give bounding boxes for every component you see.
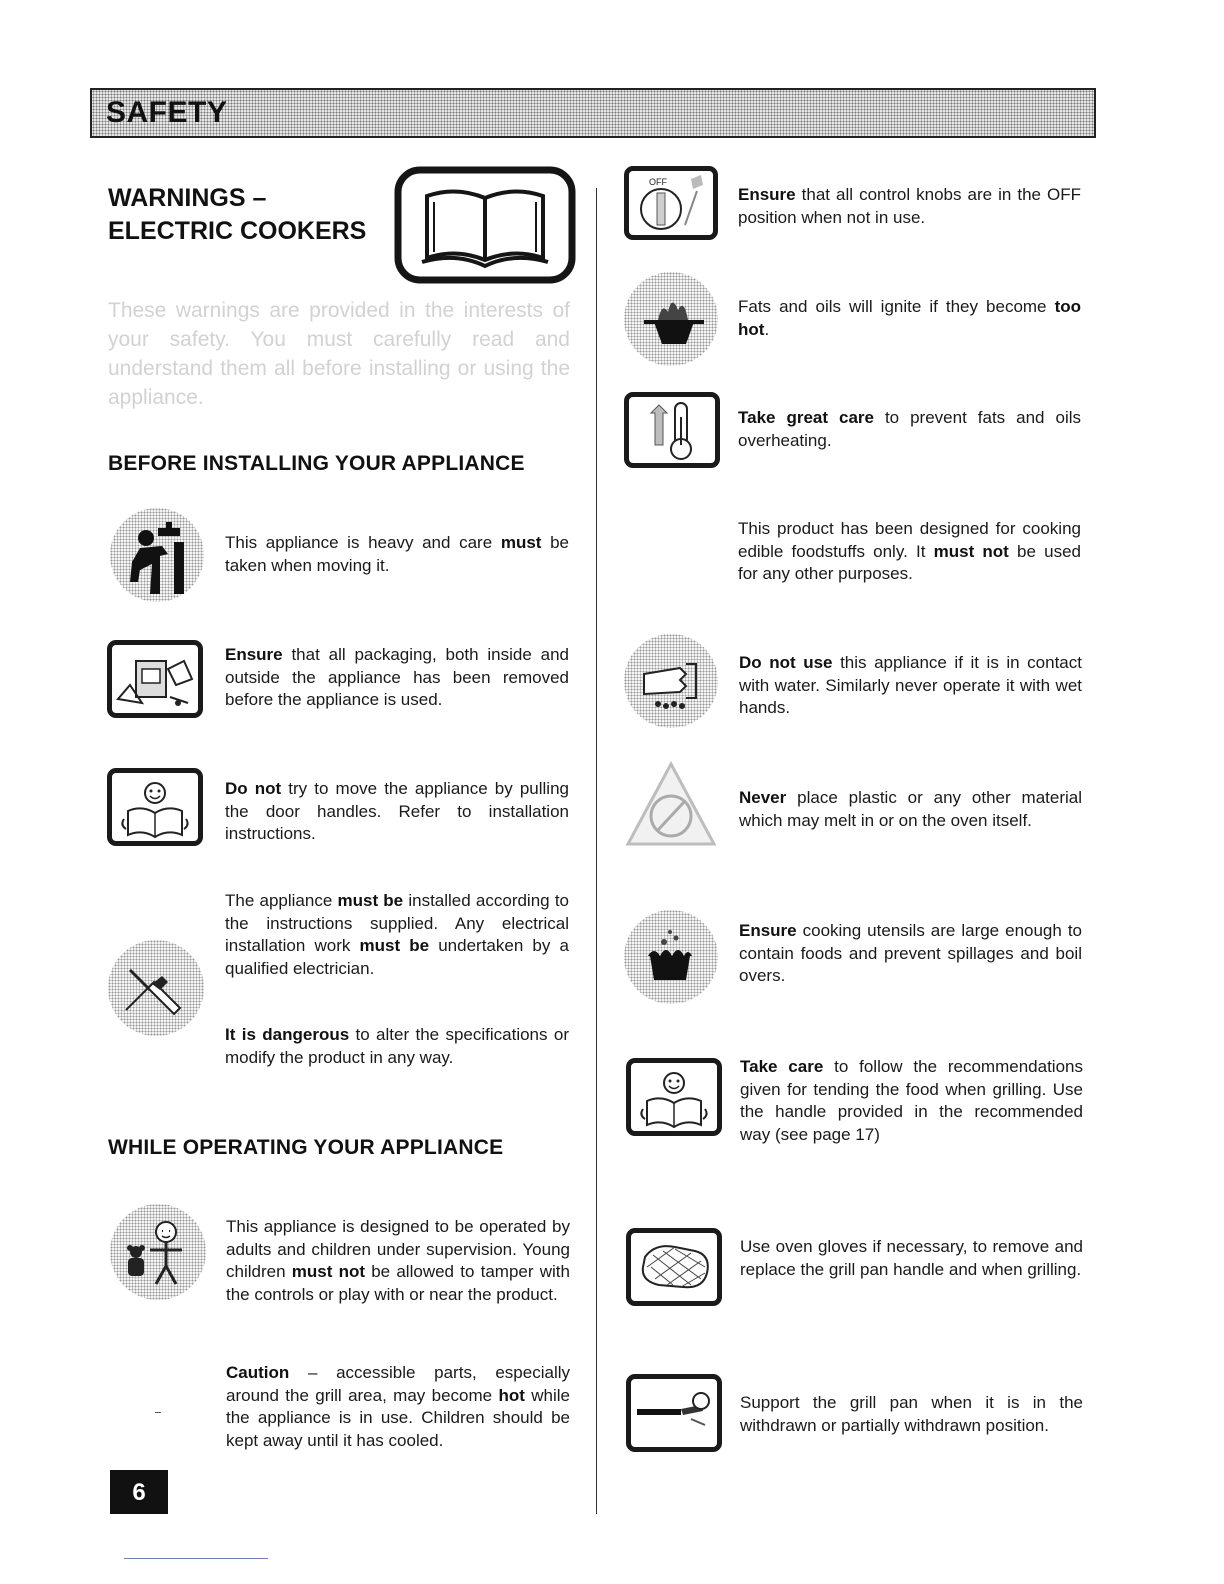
body-text: be taken when moving it. [225,533,570,575]
read-manual-icon [107,768,203,846]
warning-text [738,407,1081,452]
warning-text [738,518,1081,586]
no-plastic-icon [622,758,720,850]
body-text: Use oven gloves if necessary, to remove and replace the grill pan handle and when grilling. [740,1237,1083,1279]
emphasis-text: must not [933,541,1009,561]
warning-text [225,644,569,712]
emphasis-text: Caution [226,1363,290,1382]
page-heading-line1: WARNINGS – [108,184,267,212]
body-text: – accessible parts, especially around the grill area, may become [226,1363,570,1405]
page-heading [108,182,366,248]
section-title: SAFETY [106,96,228,129]
warning-text [739,920,1082,988]
warning-text [739,652,1082,720]
body-text: be used for any other purposes. [738,541,1081,583]
body-text: place plastic or any other material which may melt in or on the oven itself. [739,788,1082,830]
warning-text [740,1056,1083,1146]
emphasis-text: must [500,533,542,552]
body-text: to alter the specifications or modify the product in any way. [225,1025,569,1067]
body-text: installed according to the instructions supplied. Any electrical installation work [225,891,569,955]
body-text: . [764,319,770,339]
page-heading-line2: ELECTRIC COOKERS [108,217,367,245]
body-text: This appliance is heavy and care [225,533,501,552]
emphasis-text: Ensure [739,921,797,940]
body-text: Support the grill pan when it is in the withdrawn or partially withdrawn position. [740,1393,1083,1435]
person-lifting-icon [110,508,204,602]
thermometer-icon [624,392,720,468]
off-knob-label: OFF [649,177,667,187]
intro-text: These warnings are provided in the interests of your safety. You must carefully read and understand them all before installing or using the appliance. [108,299,570,409]
emphasis-text: hot [498,1385,525,1405]
body-text: This product has been designed for cooking edible foodstuffs only. It [738,519,1081,561]
warning-text [740,1392,1083,1437]
column-divider [596,188,597,1514]
warning-text [738,296,1081,341]
packaging-icon [107,640,203,718]
emphasis-text: It is dangerous [225,1025,350,1044]
page-number: 6 [110,1470,168,1514]
body-text: undertaken by a qualified electrician. [225,936,569,978]
warning-text [740,1236,1083,1281]
footer-rule [124,1558,268,1559]
screwdriver-icon [108,940,204,1036]
pan-fire-icon [624,272,718,366]
emphasis-text: must be [359,936,430,955]
warning-text [739,787,1082,832]
warning-text [225,532,569,577]
warning-text [225,890,569,980]
section-heading-before-installing: BEFORE INSTALLING YOUR APPLIANCE [108,452,525,475]
body-text: cooking utensils are large enough to contain foods and prevent spillages and boil overs. [739,921,1082,985]
wet-hands-icon [624,634,718,728]
header-banner [90,88,1096,138]
emphasis-text: Take care [740,1057,824,1076]
body-text: that all control knobs are in the OFF position when not in use. [738,185,1081,227]
warning-text [738,184,1081,229]
emphasis-text: too hot [738,297,1081,339]
body-text: The appliance [225,891,338,910]
grill-pan-icon [626,1374,722,1452]
warning-text [225,778,569,846]
body-text: Fats and oils will ignite if they become [738,297,1055,316]
off-knob-icon [624,166,718,240]
emphasis-text: Ensure [738,185,796,204]
body-text: This appliance is designed to be operated by adults and children under supervision. Young children [226,1217,570,1281]
body-text: this appliance if it is in contact with water. Similarly never operate it with wet hands. [739,653,1082,717]
emphasis-text: Do not [225,779,282,798]
emphasis-text: Never [739,788,787,807]
emphasis-text: must not [291,1262,366,1281]
warning-text [226,1216,570,1306]
body-text: while the appliance is in use. Children should be kept away until it has cooled. [226,1385,570,1450]
emphasis-text: Ensure [225,645,283,664]
stray-mark [155,1412,161,1413]
read-manual-icon [626,1058,722,1136]
children-toys-icon [110,1204,206,1300]
warning-text [226,1362,570,1452]
boil-over-icon [624,910,718,1004]
emphasis-text: Take great care [738,408,874,427]
body-text: be allowed to tamper with the controls or play with or near the product. [226,1262,570,1304]
emphasis-text: must be [337,891,404,910]
open-book-icon [394,166,576,284]
emphasis-text: Do not use [739,653,833,672]
body-text: that all packaging, both inside and outside the appliance has been removed before the appliance is used. [225,645,569,709]
warning-text [225,1024,569,1069]
oven-glove-icon [626,1228,722,1306]
section-heading-while-operating: WHILE OPERATING YOUR APPLIANCE [108,1136,504,1159]
body-text: to prevent fats and oils overheating. [738,408,1081,450]
body-text: to follow the recommendations given for tending the food when grilling. Use the handle provided in the recommended way (see page 17) [740,1057,1083,1144]
body-text: try to move the appliance by pulling the door handles. Refer to installation instructions. [225,779,569,843]
